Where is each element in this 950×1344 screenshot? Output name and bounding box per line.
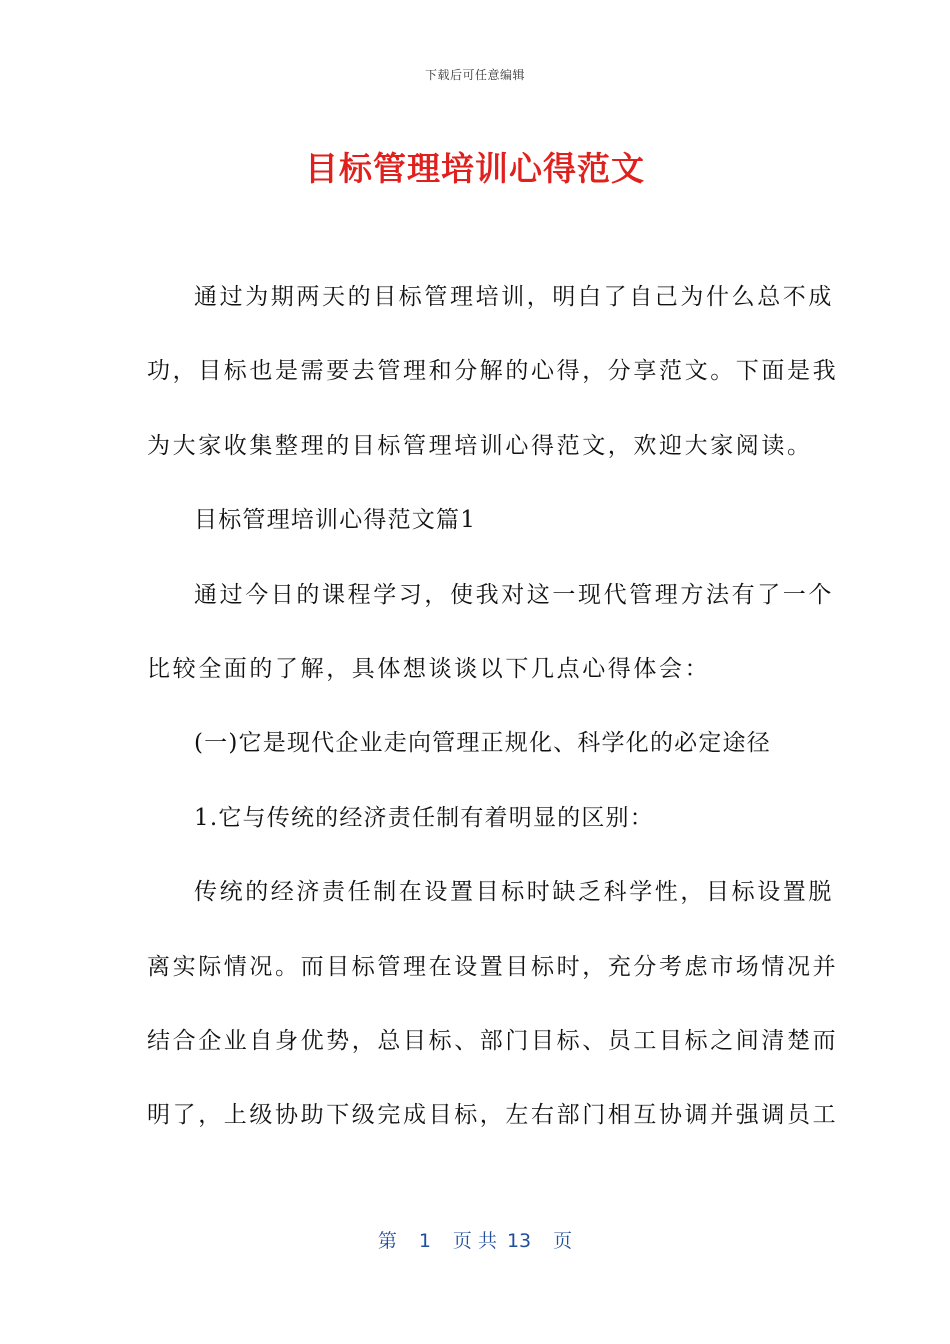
body-line: 离实际情况。而目标管理在设置目标时，充分考虑市场情况并 xyxy=(147,953,839,980)
footer-middle: 页 共 xyxy=(452,1230,497,1252)
footer-suffix: 页 xyxy=(553,1230,573,1252)
total-pages-number: 13 xyxy=(506,1230,532,1252)
footer-prefix: 第 xyxy=(377,1230,397,1252)
body-line: 传统的经济责任制在设置目标时缺乏科学性，目标设置脱 xyxy=(194,879,834,906)
body-line: 比较全面的了解，具体想谈谈以下几点心得体会： xyxy=(147,655,711,682)
body-line: 结合企业自身优势，总目标、部门目标、员工目标之间清楚而 xyxy=(147,1027,839,1054)
body-line: 通过为期两天的目标管理培训，明白了自己为什么总不成 xyxy=(194,284,834,310)
body-line: 功，目标也是需要去管理和分解的心得，分享范文。下面是我 xyxy=(147,358,839,385)
header-note: 下载后可任意编辑 xyxy=(424,68,525,82)
list-item: 1.它与传统的经济责任制有着明显的区别： xyxy=(194,804,654,831)
section-heading: 目标管理培训心得范文篇1 xyxy=(194,507,477,534)
page-footer xyxy=(0,1226,950,1253)
current-page-number: 1 xyxy=(418,1230,431,1252)
body-line: 为大家收集整理的目标管理培训心得范文，欢迎大家阅读。 xyxy=(147,432,813,459)
body-line: 明了，上级协助下级完成目标，左右部门相互协调并强调员工 xyxy=(147,1102,839,1129)
document-title: 目标管理培训心得范文 xyxy=(305,149,645,188)
subsection-heading: (一)它是现代企业走向管理正规化、科学化的必定途径 xyxy=(194,730,771,757)
body-line: 通过今日的课程学习，使我对这一现代管理方法有了一个 xyxy=(194,581,834,608)
document-body xyxy=(147,270,839,1163)
